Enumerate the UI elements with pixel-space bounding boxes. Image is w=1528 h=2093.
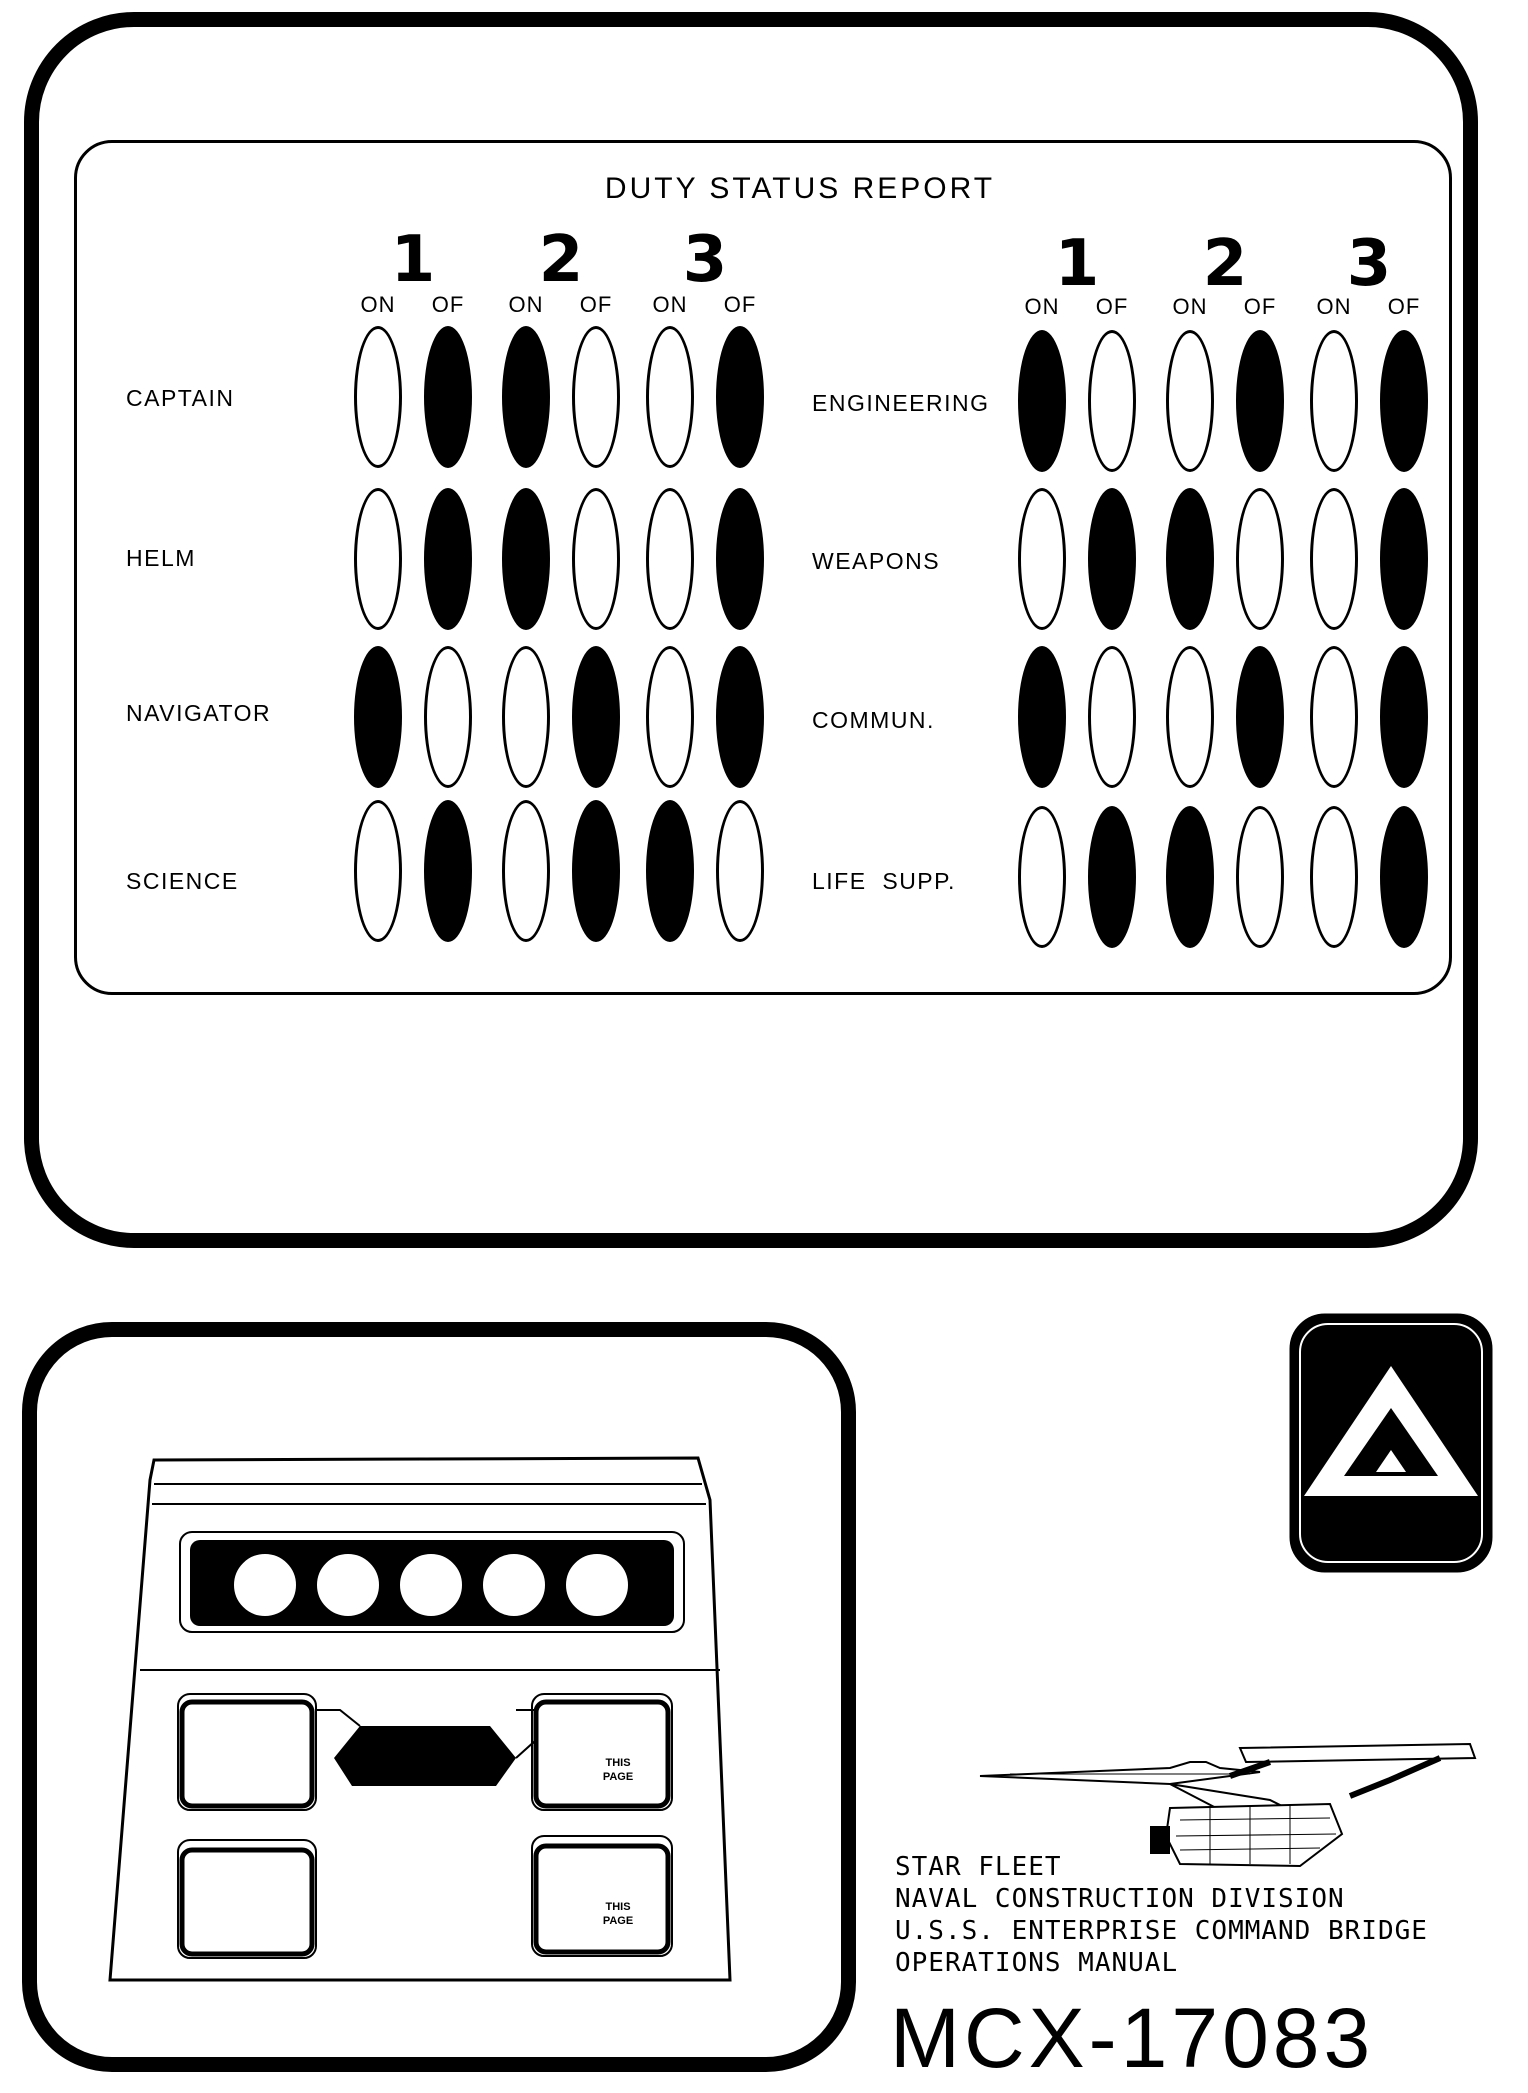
shift-number-3-left: 3 bbox=[682, 223, 728, 297]
status-indicator-filled bbox=[502, 326, 550, 468]
status-indicator-empty bbox=[1166, 330, 1214, 472]
status-indicator-empty bbox=[1236, 806, 1284, 948]
status-indicator-filled bbox=[646, 800, 694, 942]
status-indicator-empty bbox=[1310, 488, 1358, 630]
status-indicator-empty bbox=[424, 646, 472, 788]
status-indicator-filled bbox=[424, 488, 472, 630]
footer-line-2: NAVAL CONSTRUCTION DIVISION bbox=[895, 1884, 1345, 1914]
on-label-shift-3-right: ON bbox=[1316, 294, 1352, 319]
status-indicator-filled bbox=[1380, 806, 1428, 948]
status-indicator-filled bbox=[424, 326, 472, 468]
status-indicator-filled bbox=[1236, 646, 1284, 788]
status-indicator-filled bbox=[572, 646, 620, 788]
on-label-shift-2-left: ON bbox=[508, 292, 544, 317]
off-label-shift-2-right: OF bbox=[1243, 294, 1277, 319]
status-indicator-filled bbox=[502, 488, 550, 630]
status-indicator-empty bbox=[646, 488, 694, 630]
status-indicator-empty bbox=[1236, 488, 1284, 630]
station-label: NAVIGATOR bbox=[126, 700, 272, 726]
status-indicator-empty bbox=[1166, 646, 1214, 788]
status-indicator-empty bbox=[354, 488, 402, 630]
shift-number-2-right: 2 bbox=[1202, 227, 1248, 301]
off-label-shift-3-right: OF bbox=[1387, 294, 1421, 319]
on-label-shift-1-left: ON bbox=[360, 292, 396, 317]
on-label-shift-2-right: ON bbox=[1172, 294, 1208, 319]
station-label: SCIENCE bbox=[126, 868, 239, 894]
status-indicator-empty bbox=[502, 646, 550, 788]
shift-number-3-right: 3 bbox=[1346, 227, 1392, 301]
status-indicator-empty bbox=[716, 800, 764, 942]
station-label: HELM bbox=[126, 545, 196, 571]
status-indicator-empty bbox=[1018, 488, 1066, 630]
off-label-shift-1-left: OF bbox=[431, 292, 465, 317]
footer-line-4: OPERATIONS MANUAL bbox=[895, 1948, 1179, 1978]
status-indicator-empty bbox=[646, 326, 694, 468]
status-indicator-filled bbox=[716, 326, 764, 468]
footer-line-1: STAR FLEET bbox=[895, 1852, 1062, 1882]
off-label-shift-1-right: OF bbox=[1095, 294, 1129, 319]
status-indicator-filled bbox=[354, 646, 402, 788]
status-indicator-filled bbox=[1166, 806, 1214, 948]
report-title: DUTY STATUS REPORT bbox=[604, 172, 996, 205]
screen-label-upper: THIS PAGE bbox=[602, 1757, 634, 1783]
off-label-shift-3-left: OF bbox=[723, 292, 757, 317]
document-code: MCX-17083 bbox=[890, 1991, 1375, 2085]
status-indicator-filled bbox=[1236, 330, 1284, 472]
shift-number-2-left: 2 bbox=[538, 223, 584, 297]
status-indicator-filled bbox=[716, 488, 764, 630]
status-indicator-filled bbox=[1380, 488, 1428, 630]
status-indicator-empty bbox=[1310, 646, 1358, 788]
screen-label-lower: THIS PAGE bbox=[602, 1901, 634, 1927]
starfleet-delta-insignia bbox=[1288, 1312, 1494, 1574]
status-indicator-empty bbox=[1018, 806, 1066, 948]
shift-number-1-left: 1 bbox=[390, 223, 436, 297]
off-label-shift-2-left: OF bbox=[579, 292, 613, 317]
status-indicator-filled bbox=[1018, 646, 1066, 788]
status-indicator-empty bbox=[1310, 330, 1358, 472]
status-indicator-filled bbox=[572, 800, 620, 942]
status-indicator-empty bbox=[1088, 330, 1136, 472]
status-indicator-empty bbox=[502, 800, 550, 942]
status-indicator-filled bbox=[716, 646, 764, 788]
station-label: COMMUN. bbox=[812, 707, 935, 733]
status-indicator-empty bbox=[354, 800, 402, 942]
station-label: WEAPONS bbox=[812, 548, 941, 574]
status-indicator-filled bbox=[424, 800, 472, 942]
status-indicator-filled bbox=[1166, 488, 1214, 630]
status-indicator-empty bbox=[572, 326, 620, 468]
on-label-shift-3-left: ON bbox=[652, 292, 688, 317]
status-indicator-filled bbox=[1380, 646, 1428, 788]
status-indicator-empty bbox=[1088, 646, 1136, 788]
status-indicator-empty bbox=[646, 646, 694, 788]
station-label: CAPTAIN bbox=[126, 385, 235, 411]
status-indicator-filled bbox=[1380, 330, 1428, 472]
on-label-shift-1-right: ON bbox=[1024, 294, 1060, 319]
status-indicator-empty bbox=[354, 326, 402, 468]
station-label: LIFE SUPP. bbox=[812, 868, 956, 894]
status-indicator-filled bbox=[1018, 330, 1066, 472]
shift-number-1-right: 1 bbox=[1054, 227, 1100, 301]
station-label: ENGINEERING bbox=[812, 390, 990, 416]
status-indicator-filled bbox=[1088, 806, 1136, 948]
status-indicator-filled bbox=[1088, 488, 1136, 630]
status-indicator-empty bbox=[1310, 806, 1358, 948]
footer-line-3: U.S.S. ENTERPRISE COMMAND BRIDGE bbox=[895, 1916, 1428, 1946]
status-indicator-empty bbox=[572, 488, 620, 630]
